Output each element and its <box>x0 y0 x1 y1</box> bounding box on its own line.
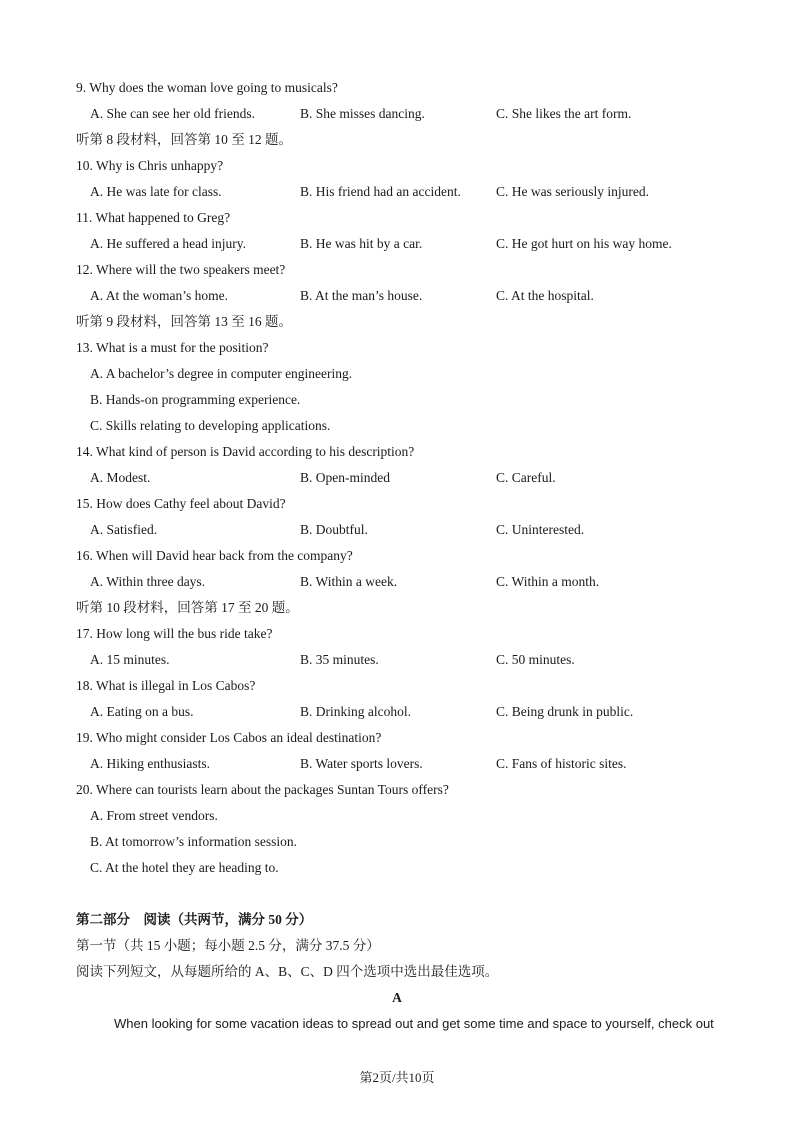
question-17-options <box>0 650 794 670</box>
question-13-option-c-row <box>0 416 794 436</box>
question-13-option-a-row <box>0 364 794 384</box>
question-17-option-b: B. 35 minutes. <box>300 652 379 667</box>
passage-label: A <box>392 990 402 1005</box>
question-11-option-b: B. He was hit by a car. <box>300 236 423 251</box>
question-14-option-b: B. Open-minded <box>300 470 390 485</box>
question-19-option-a: A. Hiking enthusiasts. <box>90 756 210 771</box>
question-9-stem: 9. Why does the woman love going to musicals? <box>76 80 338 95</box>
question-9-options <box>0 104 794 124</box>
question-20-stem: 20. Where can tourists learn about the packages Suntan Tours offers? <box>76 782 449 797</box>
question-18-option-a: A. Eating on a bus. <box>90 704 194 719</box>
question-12-options <box>0 286 794 306</box>
question-15-option-b: B. Doubtful. <box>300 522 368 537</box>
question-13-option-b: B. Hands-on programming experience. <box>90 392 301 407</box>
question-17-option-c: C. 50 minutes. <box>496 652 575 667</box>
part2-directions: 阅读下列短文，从每题所给的 A、B、C、D 四个选项中选出最佳选项。 <box>76 964 499 979</box>
question-20-option-a-row <box>0 806 794 826</box>
question-13-option-c: C. Skills relating to developing applications. <box>90 418 331 433</box>
question-15-options <box>0 520 794 540</box>
question-10-option-a: A. He was late for class. <box>90 184 222 199</box>
question-12-stem: 12. Where will the two speakers meet? <box>76 262 286 277</box>
question-20-option-b: B. At tomorrow’s information session. <box>90 834 297 849</box>
question-20-option-b-row <box>0 832 794 852</box>
question-17-stem: 17. How long will the bus ride take? <box>76 626 273 641</box>
question-11-stem: 11. What happened to Greg? <box>76 210 231 225</box>
question-20-option-c: C. At the hotel they are heading to. <box>90 860 279 875</box>
question-11-option-a: A. He suffered a head injury. <box>90 236 246 251</box>
question-18-option-c: C. Being drunk in public. <box>496 704 634 719</box>
question-13-option-b-row <box>0 390 794 410</box>
instruction-section-8: 听第 8 段材料，回答第 10 至 12 题。 <box>76 132 292 147</box>
question-17-option-a: A. 15 minutes. <box>90 652 170 667</box>
part2-section1-heading: 第一节（共 15 小题；每小题 2.5 分，满分 37.5 分） <box>76 938 380 953</box>
question-9-option-a: A. She can see her old friends. <box>90 106 255 121</box>
question-12-option-c: C. At the hospital. <box>496 288 594 303</box>
question-10-option-b: B. His friend had an accident. <box>300 184 461 199</box>
question-14-options <box>0 468 794 488</box>
instruction-section-9: 听第 9 段材料，回答第 13 至 16 题。 <box>76 314 292 329</box>
question-16-option-a: A. Within three days. <box>90 574 206 589</box>
question-18-options <box>0 702 794 722</box>
question-9-option-b: B. She misses dancing. <box>300 106 425 121</box>
part2-title: 第二部分 阅读（共两节，满分 50 分） <box>76 912 313 927</box>
question-13-stem: 13. What is a must for the position? <box>76 340 269 355</box>
page-number-footer: 第2页/共10页 <box>359 1070 435 1085</box>
question-18-stem: 18. What is illegal in Los Cabos? <box>76 678 256 693</box>
question-10-stem: 10. Why is Chris unhappy? <box>76 158 224 173</box>
question-20-option-a: A. From street vendors. <box>90 808 218 823</box>
passage-first-line: When looking for some vacation ideas to spread out and get some time and space to yourself, check out <box>114 1016 714 1031</box>
question-16-option-c: C. Within a month. <box>496 574 600 589</box>
question-11-option-c: C. He got hurt on his way home. <box>496 236 672 251</box>
question-15-option-c: C. Uninterested. <box>496 522 585 537</box>
question-14-option-a: A. Modest. <box>90 470 151 485</box>
question-14-stem: 14. What kind of person is David according to his description? <box>76 444 415 459</box>
question-13-option-a: A. A bachelor’s degree in computer engineering. <box>90 366 353 381</box>
question-19-option-c: C. Fans of historic sites. <box>496 756 627 771</box>
question-14-option-c: C. Careful. <box>496 470 556 485</box>
question-9-option-c: C. She likes the art form. <box>496 106 632 121</box>
question-16-options <box>0 572 794 592</box>
question-18-option-b: B. Drinking alcohol. <box>300 704 411 719</box>
question-10-option-c: C. He was seriously injured. <box>496 184 649 199</box>
question-16-option-b: B. Within a week. <box>300 574 398 589</box>
question-15-stem: 15. How does Cathy feel about David? <box>76 496 286 511</box>
question-12-option-a: A. At the woman’s home. <box>90 288 228 303</box>
instruction-section-10: 听第 10 段材料，回答第 17 至 20 题。 <box>76 600 299 615</box>
question-10-options <box>0 182 794 202</box>
question-11-options <box>0 234 794 254</box>
question-19-stem: 19. Who might consider Los Cabos an ideal destination? <box>76 730 382 745</box>
question-15-option-a: A. Satisfied. <box>90 522 158 537</box>
question-12-option-b: B. At the man’s house. <box>300 288 423 303</box>
question-20-option-c-row <box>0 858 794 878</box>
question-16-stem: 16. When will David hear back from the company? <box>76 548 353 563</box>
question-19-option-b: B. Water sports lovers. <box>300 756 423 771</box>
question-19-options <box>0 754 794 774</box>
